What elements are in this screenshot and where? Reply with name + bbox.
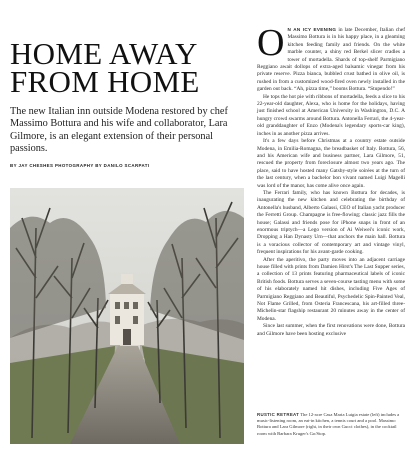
title-line-1: HOME AWAY: [10, 36, 198, 71]
paragraph-6: Since last summer, when the first renovations were done, Bottura and Gilmore have been hosting exclusive: [257, 323, 405, 337]
headline-block: [10, 36, 242, 156]
drop-cap: O: [257, 22, 285, 64]
photo-caption: [257, 412, 405, 437]
byline: BY JAY CHESHES PHOTOGRAPHY BY DANILO SCARPATI: [10, 163, 150, 168]
paragraph-5: After the aperitivo, the party moves into an adjacent carriage house filled with prints from Damien Hirst's The Last Supper series, a collection of 13 prints featuring pharmaceutical labels of iconic British foods. Bottura serves a seven-course tasting menu with some of his elaborately named hit dishes, including Five Ages of Parmigiano Reggiano and Beautiful, Psychedelic Spin-Painted Veal, Not Flame Grilled, from Osteria Francescana, his art-filled three-Michelin-star flagship restaurant 20 minutes away in the center of Modena.: [257, 256, 405, 322]
estate-photo-drawing: [10, 188, 244, 444]
title-line-2: FROM HOME: [10, 64, 200, 99]
caption-label: RUSTIC RETREAT: [257, 412, 300, 417]
page-title: [10, 36, 242, 99]
paragraph-1-text: in late December, Italian chef Massimo Bottura is in his happy place, in a gleaming kitchen feeding family and friends. On the white marble counter, a shiny red Berkel slicer cradles a tower of mortadella. Shards of top-shelf Parmigiano Reggiano await dollops of extra-aged balsamic vinegar from his private reserve. Pizza bianca, bubbled crust bathed in olive oil, is rushed in from a customized wood-fired oven newly installed in the garden out back. “Ah, pizza time,” booms Bottura. “Stupendo!”: [257, 27, 405, 93]
caption-text: The 12-acre Casa Maria Luigia estate (left) includes a music-listening room, an eat-in kitchen, a tennis court and a pool. Massimo Bottura and Lara Gilmore (right, in their own Gucci clothes), in the cocktail room with Barbara Kruger's Go/Stop.: [257, 412, 400, 436]
paragraph-1: [257, 22, 405, 94]
paragraph-4: The Ferrari family, who has known Bottura for decades, is inaugurating the new kitchen and celebrating the birthday of Antonella's husband, Alberto Galassi, CEO of Italian yacht producer the Ferretti Group. Champagne is free-flowing; classic jazz fills the house; Galassi and friends pose for iPhone snaps in front of an enormous triptych—a Lego version of Ai Weiwei's iconic work, Dropping a Han Dynasty Urn—that anchors the main hall. Bottura is a voracious collector of contemporary art and vintage vinyl, frequent inspirations for his avant-garde cooking.: [257, 189, 405, 256]
estate-photo: [10, 188, 244, 444]
lead-in: N AN ICY EVENING: [287, 27, 337, 32]
article-body: [257, 22, 405, 338]
paragraph-2: He tops the hot pie with ribbons of mortadella, feeds a slice to his 22-year-old daughter, Alexa, who is home for the holidays, having just finished school at American University in Washington, D.C. A hungry crowd swarms around Bottura. Antonella Ferrari, the 4-year-old granddaughter of Enzo (Modena's legendary sports-car king), inches in as another pizza arrives.: [257, 93, 405, 137]
paragraph-3: It's a few days before Christmas at a country estate outside Modena, in Emilia-Romagna, the breadbasket of Italy. Bottura, 56, and his American wife and business partner, Lara Gilmore, 51, rescued the property from foreclosure almost two years ago. The place, said to have hosted many Gatsby-style soirées at the turn of the last century, when a bachelor bon vivant named Luigi Magelli was lord of the manor, has come alive once again.: [257, 138, 405, 189]
deck-text: The new Italian inn outside Modena restored by chef Massimo Bottura and his wife and collaborator, Lara Gilmore, is an elegant extension of their personal passions.: [10, 106, 228, 155]
